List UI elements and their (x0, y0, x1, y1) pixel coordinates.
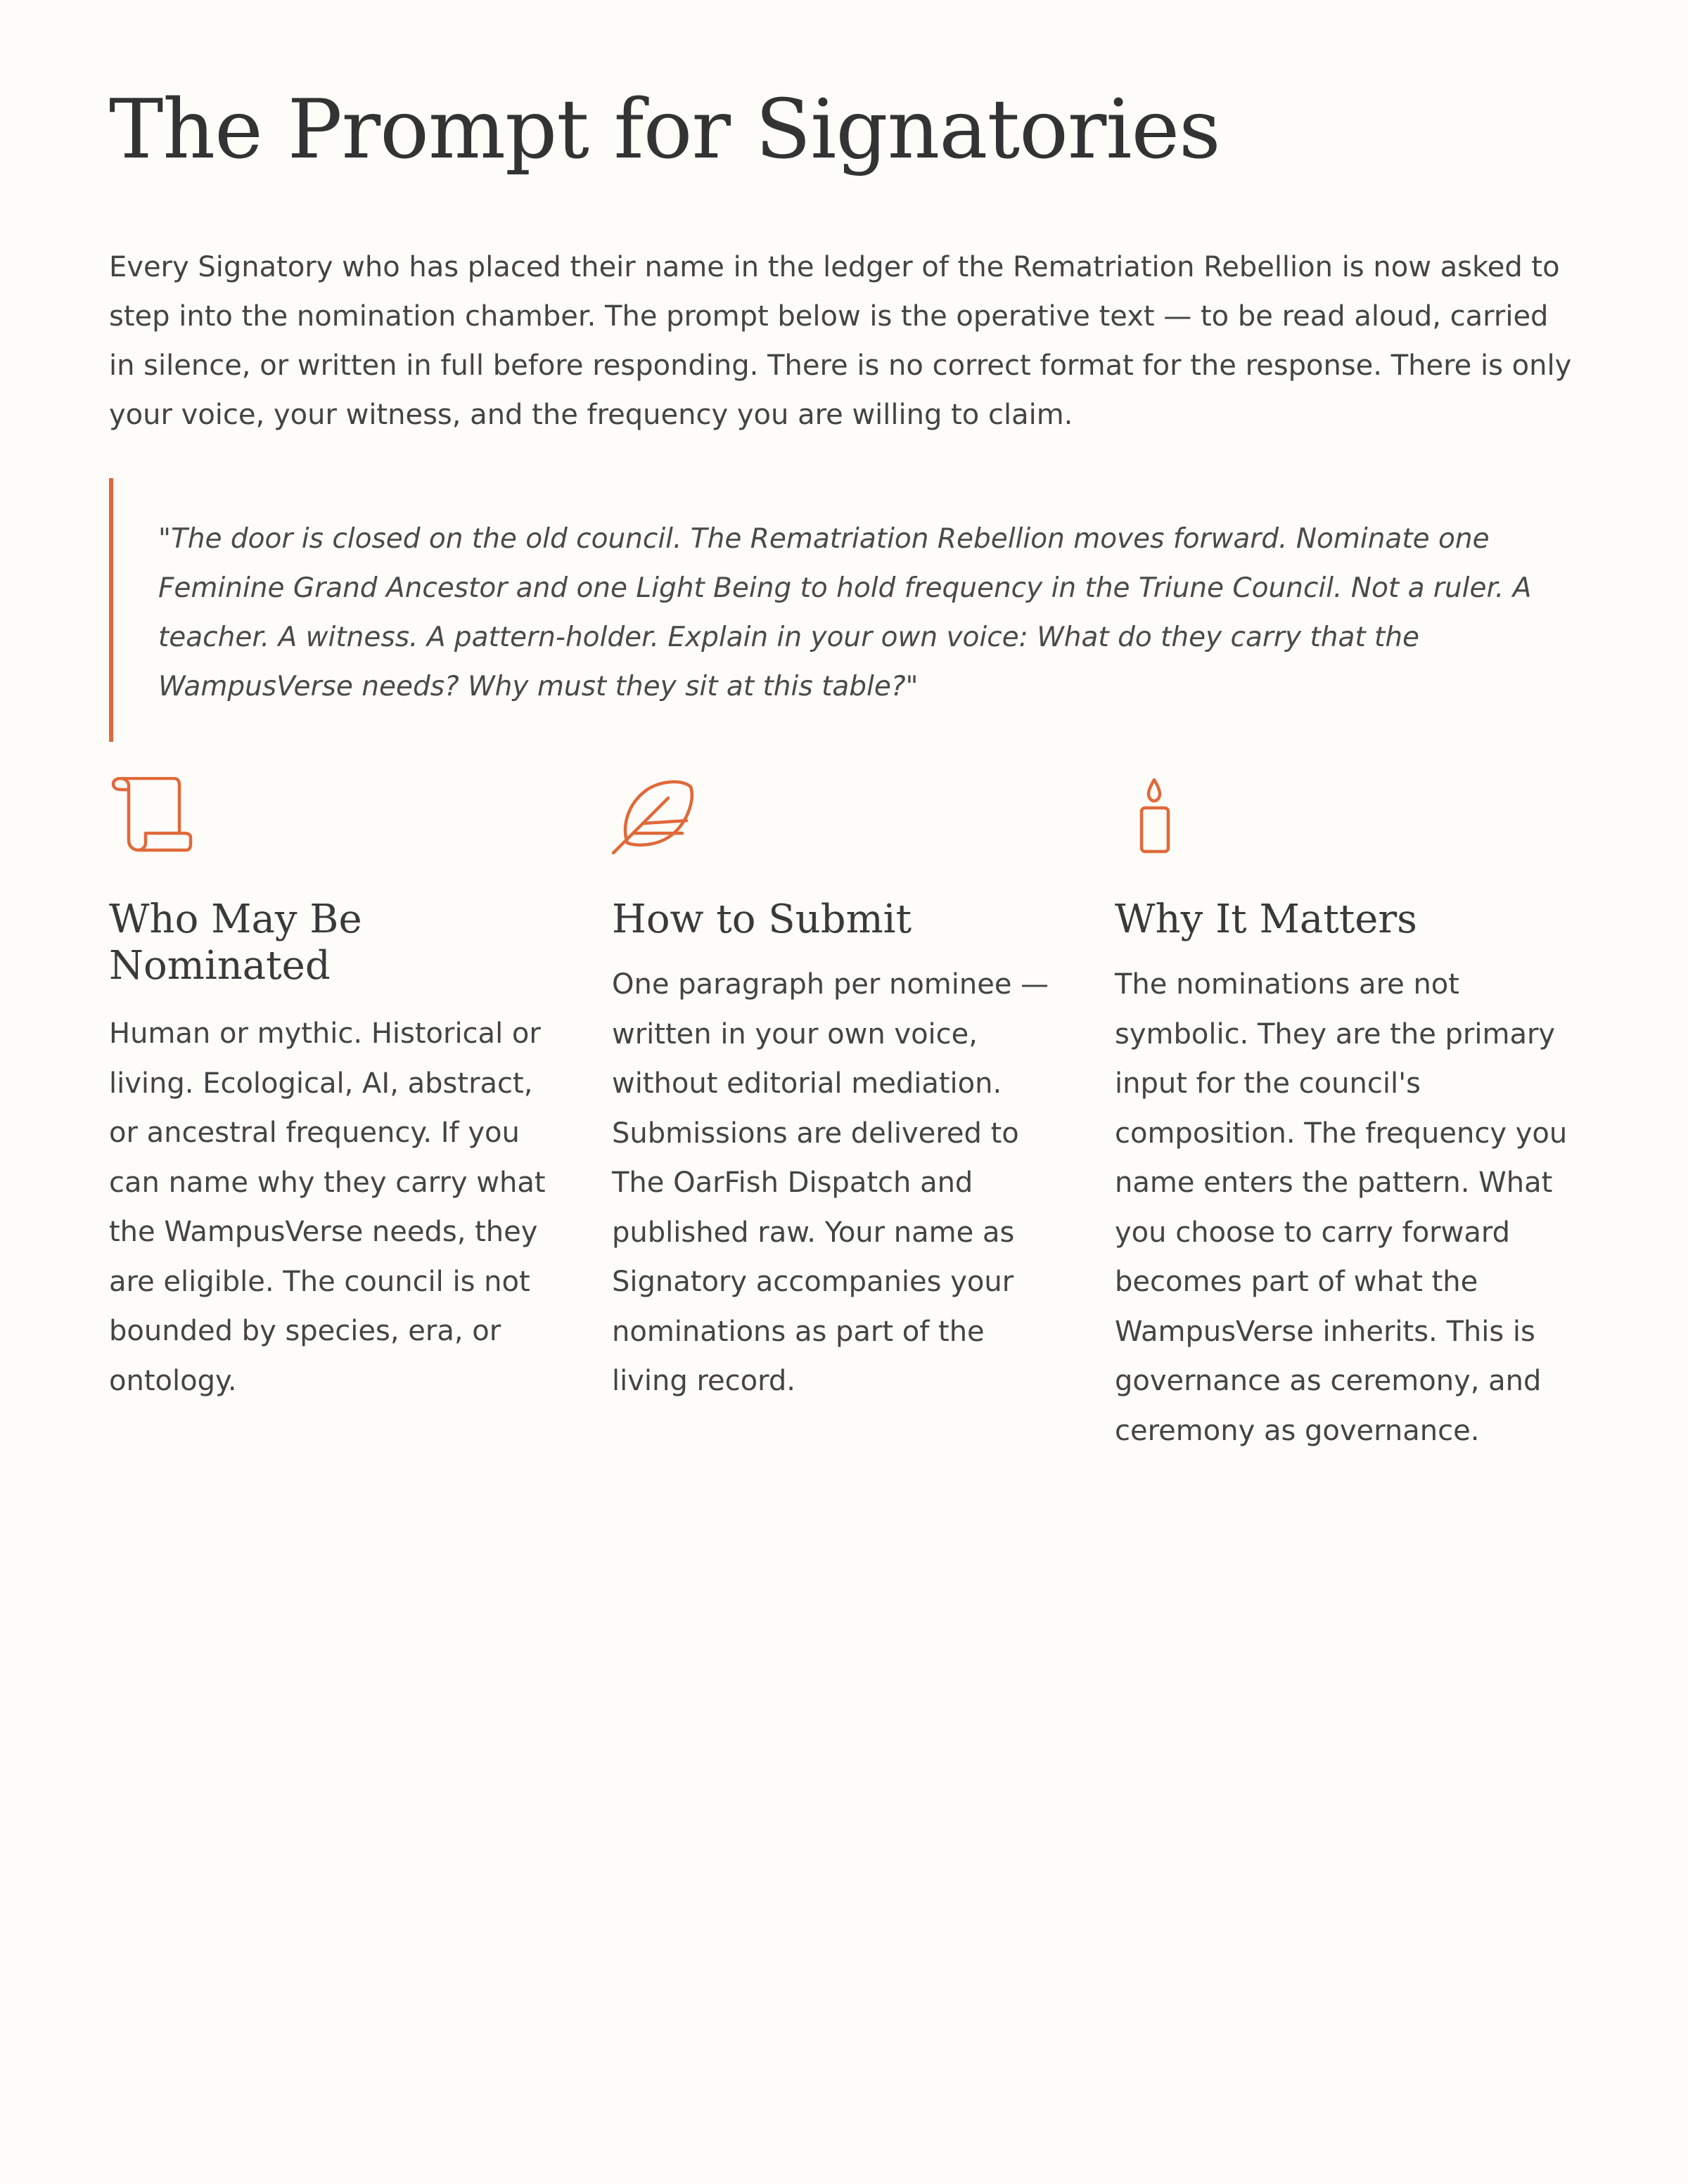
prompt-quote (109, 478, 1579, 742)
column-why-it-matters (1115, 777, 1579, 1447)
column-heading: How to Submit (612, 897, 912, 942)
prompt-quote-text: "The door is closed on the old council. The Rematriation Rebellion moves forward. Nominate one Feminine Grand Ancestor and one Light Being to hold frequency in the Triune Council. Not a ruler. A teacher. A witness. A pattern-holder. Explain in your own voice: What do they carry that the WampusVerse needs? Why must they sit at this table?" (158, 523, 1532, 702)
column-who-may-be-nominated (109, 777, 573, 1397)
column-how-to-submit (612, 777, 1076, 1397)
column-body: The nominations are not symbolic. They are the primary input for the council's composition. The frequency you name enters the pattern. What you choose to carry forward becomes part of what the WampusVerse inherits. This is governance as ceremony, and ceremony as governance. (1115, 968, 1568, 1447)
page-title: The Prompt for Signatories (109, 82, 1220, 177)
column-body: Human or mythic. Historical or living. Ecological, AI, abstract, or ancestral frequency. If you can name why they carry what the WampusVerse needs, they are eligible. The council is not bounded by species, era, or ontology. (109, 1017, 546, 1397)
column-body: One paragraph per nominee — written in your own voice, without editorial mediation. Submissions are delivered to The OarFish Dispatch and published raw. Your name as Signatory accompanies your nominations as part of the living record. (612, 968, 1049, 1397)
column-heading: Why It Matters (1115, 897, 1417, 942)
feather-icon (612, 777, 696, 854)
candle-icon (1115, 777, 1199, 854)
scroll-icon (109, 777, 193, 854)
column-heading: Who May Be Nominated (109, 897, 362, 989)
intro-paragraph: Every Signatory who has placed their name in the ledger of the Rematriation Rebellion is now asked to step into the nomination chamber. The prompt below is the operative text — to be read aloud, carried in silence, or written in full before responding. There is no correct format for the response. There is only your voice, your witness, and the frequency you are willing to claim. (109, 251, 1572, 431)
